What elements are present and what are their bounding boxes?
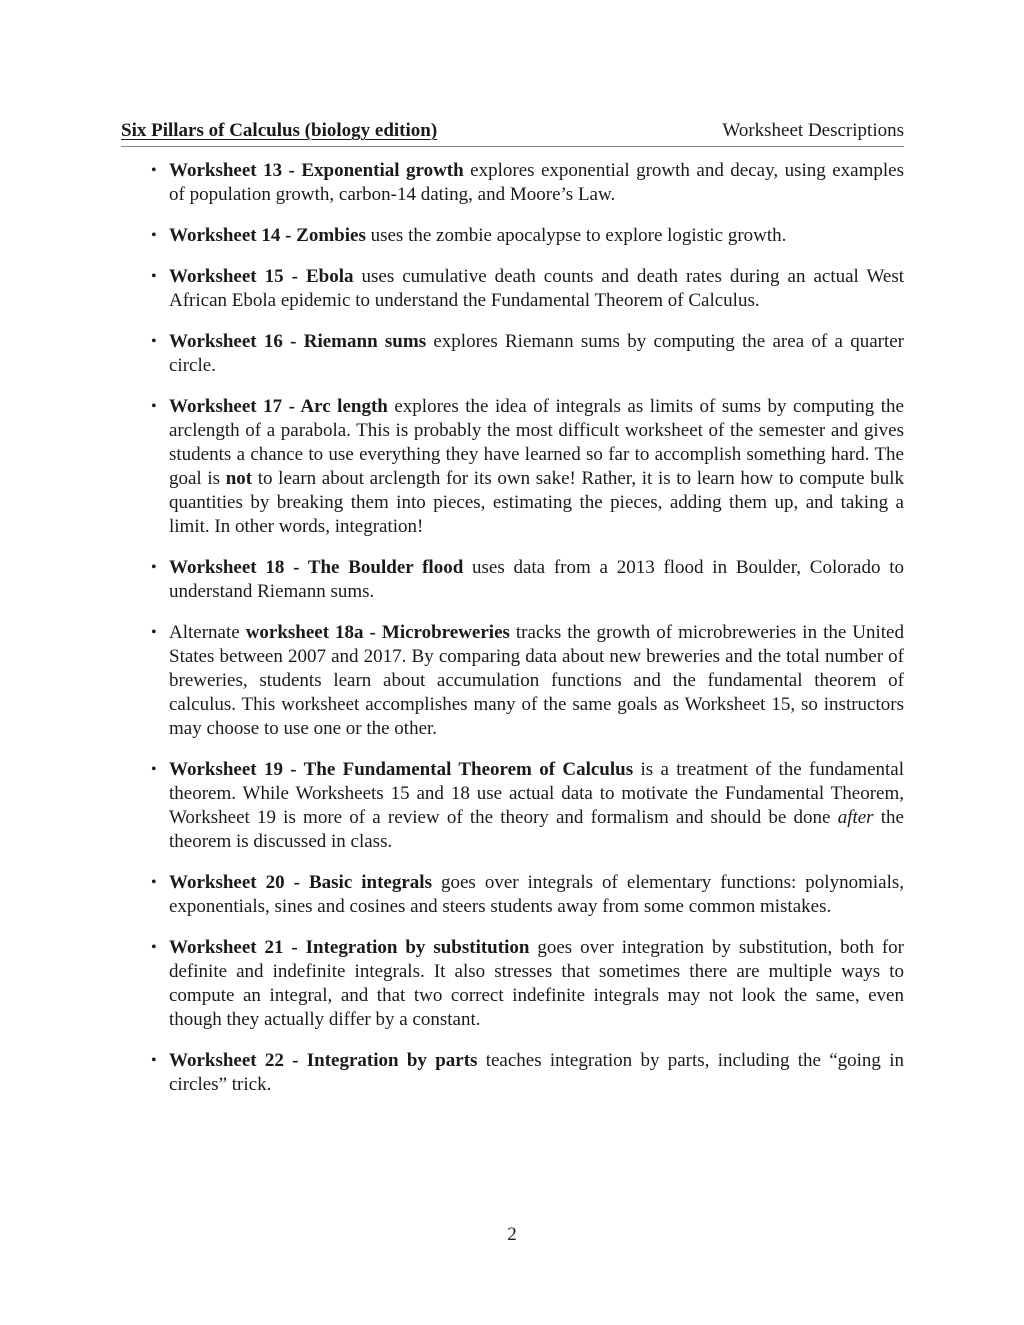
- worksheet-description: explores exponential growth and decay, using examples of population growth, carbon-14 dating, and Moore’s Law.: [169, 160, 904, 205]
- document-page: [121, 118, 904, 1114]
- worksheet-title: Worksheet 14 - Zombies: [169, 225, 366, 246]
- running-header: [121, 118, 904, 147]
- worksheet-title: worksheet 18a - Microbreweries: [245, 622, 510, 643]
- worksheet-description: goes over integrals of elementary functions: polynomials, exponentials, sines and cosines and steers students away from some common mistakes.: [169, 872, 904, 917]
- worksheet-description-cont: the theorem is discussed in class.: [169, 807, 904, 852]
- bullet-icon: •: [151, 162, 157, 179]
- worksheet-title: Worksheet 13 - Exponential growth: [169, 160, 464, 181]
- list-item: [121, 1049, 904, 1097]
- worksheet-description: explores Riemann sums by computing the area of a quarter circle.: [169, 331, 904, 376]
- list-item: [121, 758, 904, 854]
- worksheet-description: teaches integration by parts, including the “going in circles” trick.: [169, 1050, 904, 1095]
- item-prefix: Alternate: [169, 622, 246, 643]
- list-item: [121, 330, 904, 378]
- list-item: [121, 159, 904, 207]
- worksheet-title: Worksheet 21 - Integration by substitution: [169, 937, 530, 958]
- list-item: [121, 936, 904, 1032]
- worksheet-description: tracks the growth of microbreweries in the United States between 2007 and 2017. By comparing data about new breweries and the total number of breweries, students learn about accumulation functions and the fundamental theorem of calculus. This worksheet accomplishes many of the same goals as Worksheet 15, so instructors may choose to use one or the other.: [169, 622, 904, 739]
- bullet-icon: •: [151, 398, 157, 415]
- emphasis-after: after: [837, 807, 874, 828]
- section-title: Worksheet Descriptions: [722, 120, 904, 141]
- emphasis-not: not: [225, 468, 253, 489]
- page-number: 2: [507, 1224, 517, 1245]
- worksheet-description-cont: to learn about arclength for its own sake! Rather, it is to learn how to compute bulk quantities by breaking them into pieces, estimating the pieces, adding them up, and taking a limit. In other words, integration!: [169, 468, 904, 537]
- worksheet-title: Worksheet 16 - Riemann sums: [169, 331, 427, 352]
- worksheet-title: Worksheet 20 - Basic integrals: [169, 872, 432, 893]
- bullet-icon: •: [151, 1052, 157, 1069]
- worksheet-description: goes over integration by substitution, both for definite and indefinite integrals. It also stresses that sometimes there are multiple ways to compute an integral, and that two correct indefinite integrals may not look the same, even though they actually differ by a constant.: [169, 937, 905, 1030]
- list-item: [121, 265, 904, 313]
- worksheet-title: Worksheet 19 - The Fundamental Theorem of Calculus: [169, 759, 634, 780]
- bullet-icon: •: [151, 268, 157, 285]
- bullet-icon: •: [151, 874, 157, 891]
- worksheet-title: Worksheet 22 - Integration by parts: [169, 1050, 478, 1071]
- list-item: [121, 224, 904, 248]
- bullet-icon: •: [151, 761, 157, 778]
- worksheet-title: Worksheet 17 - Arc length: [169, 396, 388, 417]
- document-title: Six Pillars of Calculus (biology edition): [121, 120, 438, 141]
- worksheet-title: Worksheet 15 - Ebola: [169, 266, 354, 287]
- bullet-icon: •: [151, 939, 157, 956]
- worksheet-description: explores the idea of integrals as limits of sums by computing the arclength of a parabola. This is probably the most difficult worksheet of the semester and gives students a chance to use everything they have learned so far to accomplish something hard. The goal is: [169, 396, 904, 489]
- bullet-icon: •: [151, 333, 157, 350]
- list-item: [121, 395, 904, 539]
- worksheet-description: is a treatment of the fundamental theorem. While Worksheets 15 and 18 use actual data to motivate the Fundamental Theorem, Worksheet 19 is more of a review of the theory and formalism and should be done: [169, 759, 905, 828]
- list-item: [121, 871, 904, 919]
- bullet-icon: •: [151, 227, 157, 244]
- bullet-icon: •: [151, 559, 157, 576]
- worksheet-description: uses cumulative death counts and death rates during an actual West African Ebola epidemic to understand the Fundamental Theorem of Calculus.: [169, 266, 904, 311]
- list-item: [121, 621, 904, 741]
- worksheet-description: uses data from a 2013 flood in Boulder, Colorado to understand Riemann sums.: [169, 557, 905, 602]
- worksheet-title: Worksheet 18 - The Boulder flood: [169, 557, 464, 578]
- worksheet-description: uses the zombie apocalypse to explore logistic growth.: [365, 225, 787, 246]
- bullet-icon: •: [151, 624, 157, 641]
- list-item: [121, 556, 904, 604]
- worksheet-list: [121, 159, 904, 1097]
